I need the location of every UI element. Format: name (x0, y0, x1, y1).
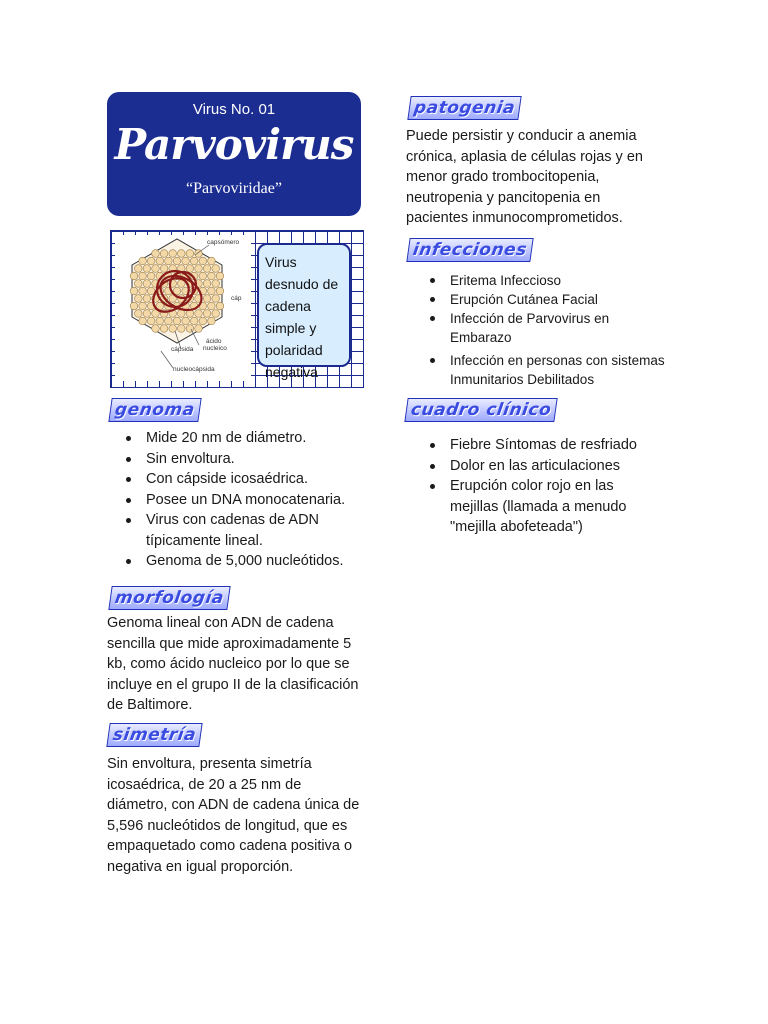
capsomer-dot (195, 310, 203, 318)
capsomer-dot (182, 317, 190, 325)
capsomer-dot (143, 295, 151, 303)
capsomer-dot (186, 325, 194, 333)
capsomer-dot (173, 257, 181, 265)
title-card (107, 92, 361, 216)
capsomer-dot (160, 265, 168, 273)
capsomer-dot (165, 317, 173, 325)
capsomer-dot (190, 317, 198, 325)
capsomer-dot (203, 280, 211, 288)
heading-simetria: simetría (106, 723, 202, 747)
capsomer-dot (152, 325, 160, 333)
virus-family: “Parvoviridae” (186, 180, 282, 197)
list-item: Virus con cadenas de ADN típicamente lineal. (120, 510, 365, 551)
capsomer-dot (147, 272, 155, 280)
capsomer-dot (130, 272, 138, 280)
infecciones-list (424, 271, 674, 389)
list-item: Genoma de 5,000 nucleótidos. (120, 551, 365, 572)
label-nucleocapsida: nucleocápsida (173, 366, 215, 373)
list-item: Dolor en las articulaciones (424, 456, 654, 477)
capsomer-dot (190, 257, 198, 265)
capsomer-dot (130, 287, 138, 295)
list-item: Posee un DNA monocatenaria. (120, 490, 365, 511)
capsomer-dot (178, 250, 186, 258)
capsomer-dot (135, 280, 143, 288)
label-acido: ácido (206, 338, 222, 345)
list-item: Sin envoltura. (120, 449, 365, 470)
capsomer-dot (160, 325, 168, 333)
capsomer-dot (195, 325, 203, 333)
capsomer-dot (143, 310, 151, 318)
virus-callout: Virus desnudo de cadena simple y polaridad negativa (257, 243, 351, 367)
label-capsida: cápsida (171, 346, 194, 353)
capsomer-dot (212, 310, 220, 318)
capsomer-dot (186, 250, 194, 258)
capsomer-dot (203, 310, 211, 318)
list-item: Erupción color rojo en las mejillas (llamada a menudo "mejilla abofeteada") (424, 476, 654, 538)
capsomer-dot (199, 257, 207, 265)
heading-cuadro-clinico: cuadro clínico (404, 398, 558, 422)
capsomer-dot (169, 250, 177, 258)
capsomer-dot (216, 302, 224, 310)
capsomer-dot (139, 257, 147, 265)
label-nucleico: nucleico (203, 345, 227, 352)
capsomer-dot (143, 265, 151, 273)
heading-morfologia: morfología (108, 586, 230, 610)
capsomer-dot (203, 265, 211, 273)
capsomer-dot (212, 280, 220, 288)
capsomer-dot (216, 272, 224, 280)
list-item: Infección de Parvovirus en Embarazo (424, 309, 674, 347)
capsomer-dot (156, 317, 164, 325)
capsomer-dot (139, 272, 147, 280)
capsomer-dot (152, 265, 160, 273)
virus-structure-diagram (110, 230, 364, 388)
patogenia-text: Puede persistir y conducir a anemia crónica, aplasia de células rojas y en menor grado trombocitopenia, neutropenia y pancitopenia en pacientes inmunocomprometidos. (406, 128, 643, 226)
capsomer-dot (156, 257, 164, 265)
capsomer-dot (139, 287, 147, 295)
capsomer-dot (178, 325, 186, 333)
capsomer-dot (208, 287, 216, 295)
morfologia-text: Genoma lineal con ADN de cadena sencilla que mide aproximadamente 5 kb, como ácido nucleico por lo que se incluye en el grupo II de la clasificación de Baltimore. (107, 615, 359, 713)
heading-genoma: genoma (108, 398, 201, 422)
heading-patogenia: patogenia (407, 96, 521, 120)
simetria-text: Sin envoltura, presenta simetría icosaédrica, de 20 a 25 nm de diámetro, con ADN de cadena única de 5,596 nucleótidos de longitud, que es empaquetado como cadena positiva o negativa en igual proporción. (107, 756, 360, 875)
capsomer-dot (130, 302, 138, 310)
capsomer-dot (165, 257, 173, 265)
capsomer-dot (199, 317, 207, 325)
capsomer-dot (160, 250, 168, 258)
virus-name: Parvovirus (114, 120, 354, 169)
capsomer-dot (135, 265, 143, 273)
capsomer-dot (203, 295, 211, 303)
label-cap: cáp (231, 295, 242, 302)
capsomer-dot (182, 257, 190, 265)
capsomer-dot (208, 302, 216, 310)
virus-number: Virus No. 01 (192, 101, 276, 118)
capsomer-dot (135, 310, 143, 318)
capsomer-dot (152, 250, 160, 258)
capsomer-dot (147, 257, 155, 265)
capsomer-dot (139, 317, 147, 325)
capsomer-dot (212, 265, 220, 273)
capsomer-dot (173, 317, 181, 325)
capsomer-dot (186, 265, 194, 273)
genoma-list (120, 428, 365, 572)
capsomer-dot (147, 317, 155, 325)
capsomer-dot (208, 272, 216, 280)
list-item: Erupción Cutánea Facial (424, 290, 674, 309)
capsomer-dot (212, 295, 220, 303)
capsomer-dot (139, 302, 147, 310)
heading-infecciones: infecciones (406, 238, 533, 262)
list-item: Fiebre Síntomas de resfriado (424, 435, 654, 456)
capsomer-dot (195, 265, 203, 273)
list-item: Mide 20 nm de diámetro. (120, 428, 365, 449)
cuadro-clinico-list (424, 435, 654, 538)
capsomer-dot (143, 280, 151, 288)
list-item: Eritema Infeccioso (424, 271, 674, 290)
list-item: Infección en personas con sistemas Inmunitarios Debilitados (424, 351, 674, 389)
capsomer-dot (199, 272, 207, 280)
capsomer-dot (208, 317, 216, 325)
capsomer-dot (208, 257, 216, 265)
list-item: Con cápside icosaédrica. (120, 469, 365, 490)
label-capsomero: capsómero (207, 239, 240, 246)
capsomer-dot (216, 287, 224, 295)
capsomer-dot (135, 295, 143, 303)
